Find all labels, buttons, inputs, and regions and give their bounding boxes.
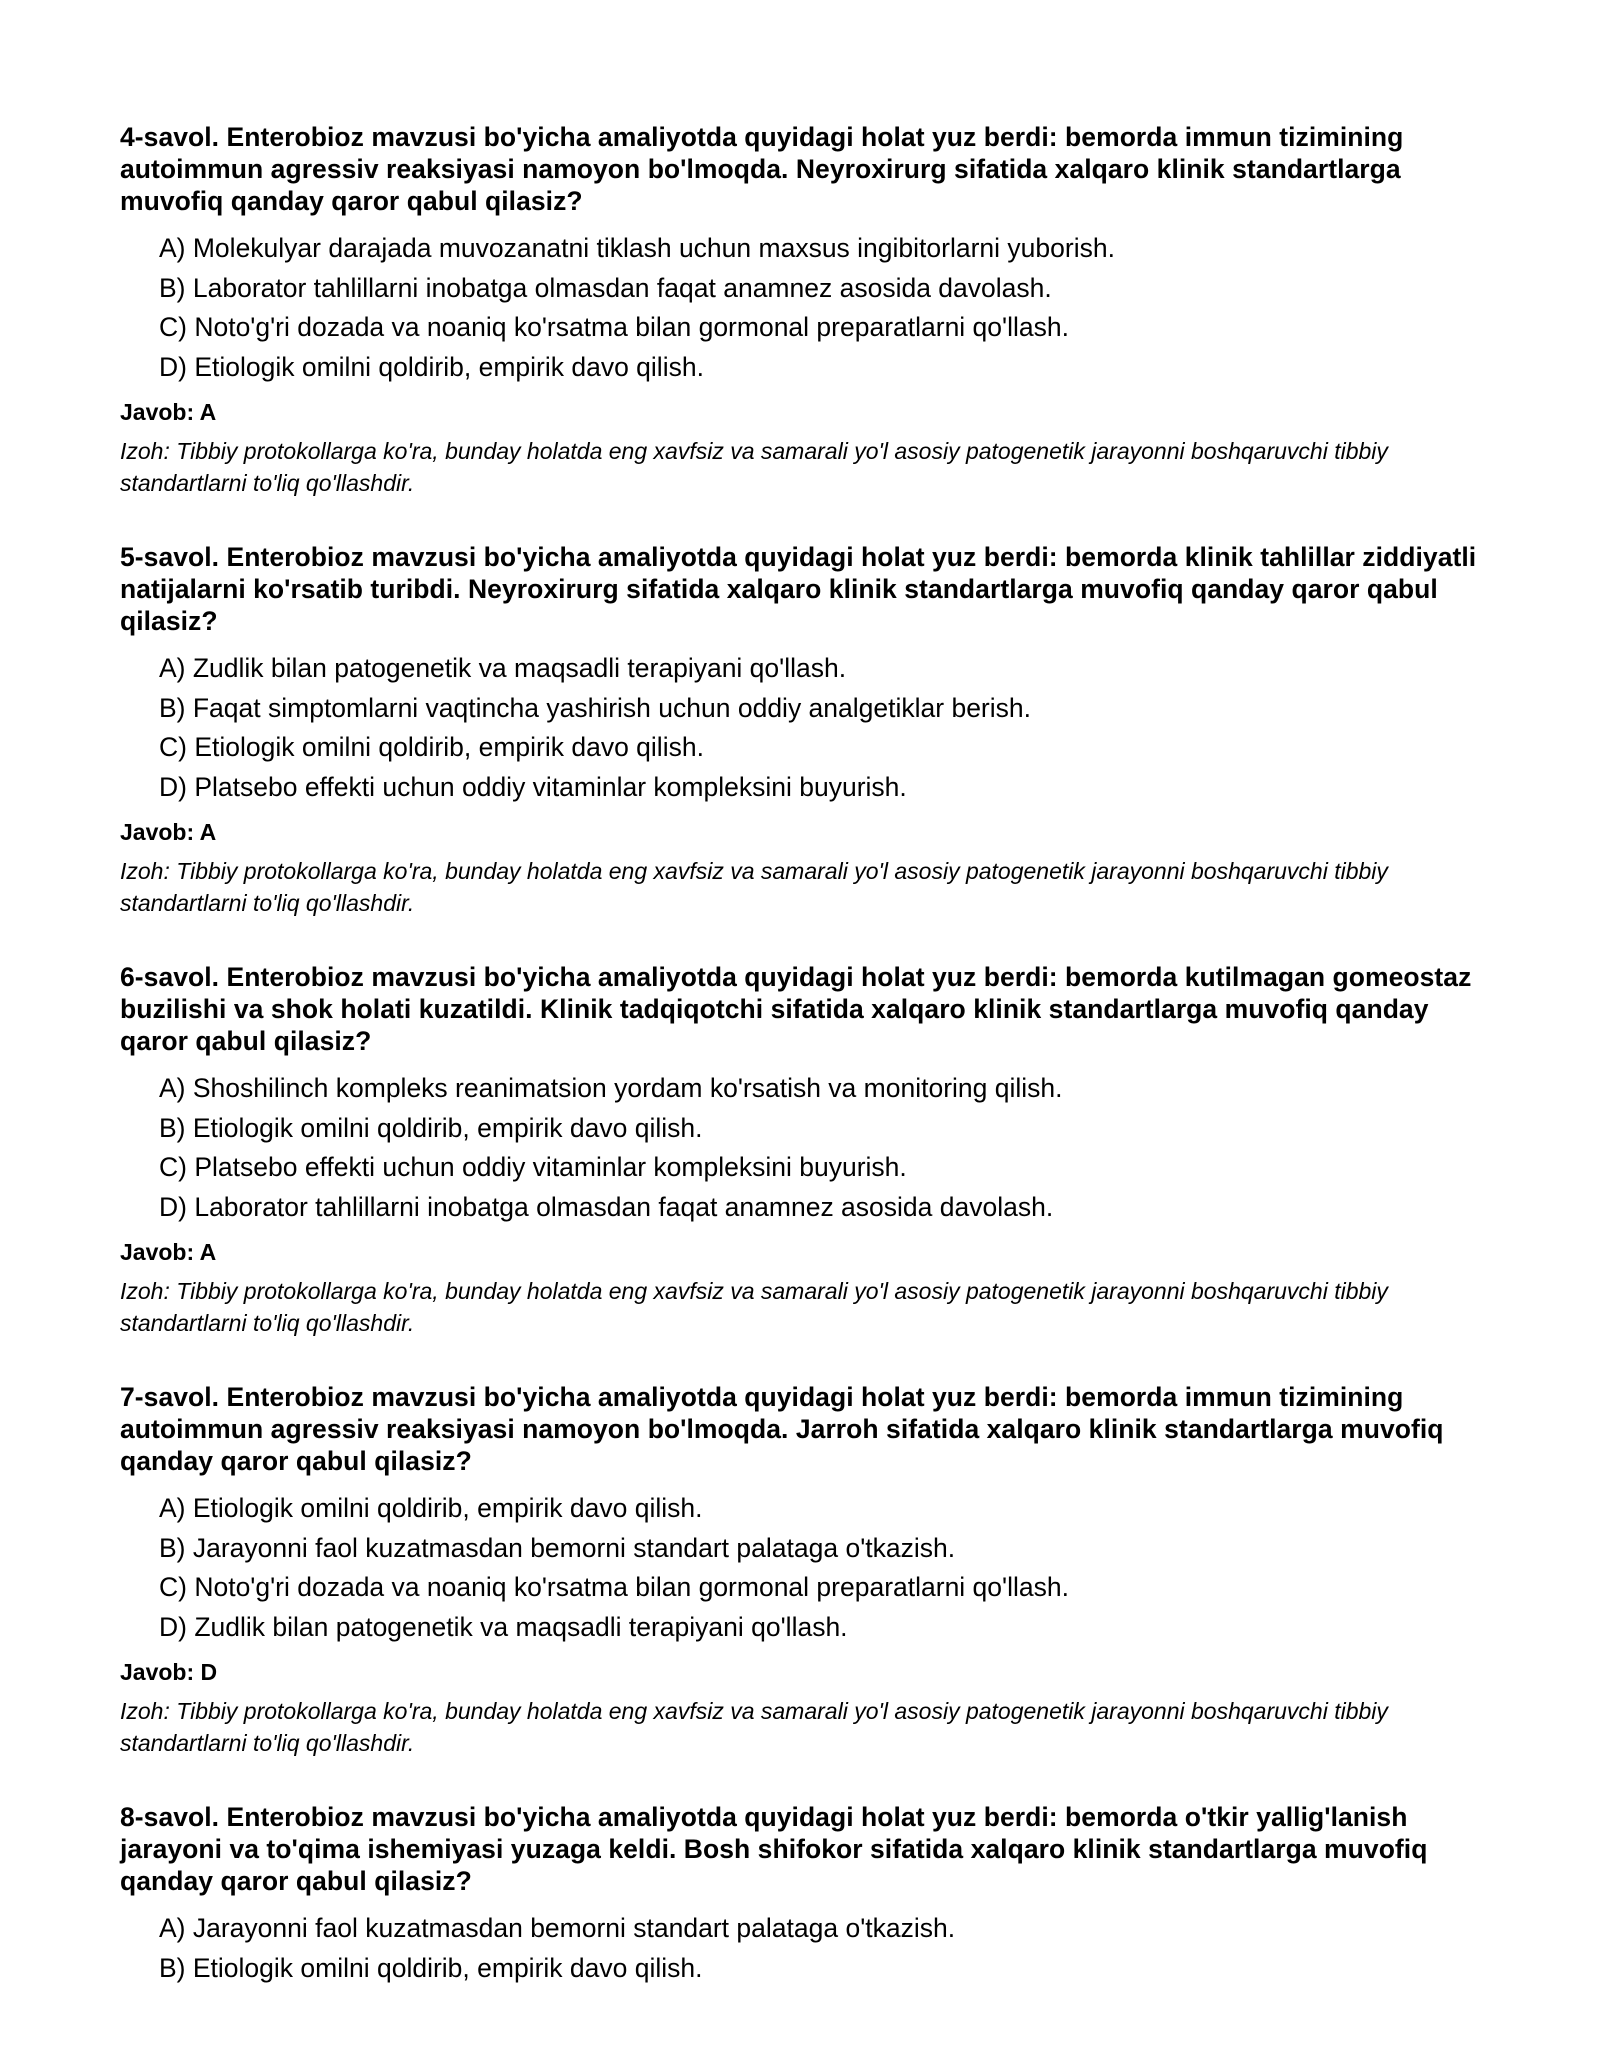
option-c: C) Etiologik omilni qoldirib, empirik davo qilish.	[159, 732, 704, 762]
question-block	[120, 1801, 1480, 1988]
option-d: D) Platsebo effekti uchun oddiy vitaminlar kompleksini buyurish.	[159, 771, 907, 802]
option-d: D) Etiologik omilni qoldirib, empirik davo qilish.	[159, 351, 704, 382]
question-block	[120, 1381, 1480, 1759]
option-d: D) Zudlik bilan patogenetik va maqsadli terapiyani qo'llash.	[159, 1611, 848, 1642]
explanation-note: Izoh: Tibbiy protokollarga ko'ra, bunday holatda eng xavfsiz va samarali yo'l asosiy patogenetik jarayonni boshqaruvchi tibbiy standartlarni to'liq qo'llashdir.	[120, 858, 1388, 916]
answer-label: Javob: A	[120, 819, 217, 845]
option-c: C) Noto'g'ri dozada va noaniq ko'rsatma bilan gormonal preparatlarni qo'llash.	[159, 1572, 1069, 1602]
option-list	[120, 649, 1480, 807]
question-title: 4-savol. Enterobioz mavzusi bo'yicha amaliyotda quyidagi holat yuz berdi: bemorda immun tizimining autoimmun agressiv reaksiyasi namoyon bo'lmoqda. Neyroxirurg sifatida xalqaro klinik standartlarga muvofiq qanday qaror qabul qilasiz?	[120, 122, 1404, 216]
question-block	[120, 961, 1480, 1339]
question-title: 6-savol. Enterobioz mavzusi bo'yicha amaliyotda quyidagi holat yuz berdi: bemorda kutilmagan gomeostaz buzilishi va shok holati kuzatildi. Klinik tadqiqotchi sifatida xalqaro klinik standartlarga muvofiq qanday qaror qabul qilasiz?	[120, 962, 1472, 1056]
answer-label: Javob: D	[120, 1659, 218, 1685]
option-b: B) Etiologik omilni qoldirib, empirik davo qilish.	[159, 1952, 703, 1983]
option-a: A) Zudlik bilan patogenetik va maqsadli terapiyani qo'llash.	[159, 653, 847, 683]
option-a: A) Etiologik omilni qoldirib, empirik davo qilish.	[159, 1493, 703, 1523]
question-block	[120, 121, 1480, 499]
option-list	[120, 1489, 1480, 1647]
option-d: D) Laborator tahlillarni inobatga olmasdan faqat anamnez asosida davolash.	[159, 1191, 1054, 1222]
option-c: C) Platsebo effekti uchun oddiy vitaminlar kompleksini buyurish.	[159, 1152, 907, 1182]
option-c: C) Noto'g'ri dozada va noaniq ko'rsatma bilan gormonal preparatlarni qo'llash.	[159, 312, 1069, 342]
option-b: B) Etiologik omilni qoldirib, empirik davo qilish.	[159, 1112, 703, 1143]
question-title: 8-savol. Enterobioz mavzusi bo'yicha amaliyotda quyidagi holat yuz berdi: bemorda o'tkir yallig'lanish jarayoni va to'qima ishemiyasi yuzaga keldi. Bosh shifokor sifatida xalqaro klinik standartlarga muvofiq qanday qaror qabul qilasiz?	[120, 1802, 1428, 1896]
option-b: B) Faqat simptomlarni vaqtincha yashirish uchun oddiy analgetiklar berish.	[159, 692, 1031, 723]
option-a: A) Jarayonni faol kuzatmasdan bemorni standart palataga o'tkazish.	[159, 1913, 956, 1943]
option-list	[120, 1909, 1480, 1988]
question-title: 5-savol. Enterobioz mavzusi bo'yicha amaliyotda quyidagi holat yuz berdi: bemorda klinik tahlillar ziddiyatli natijalarni ko'rsatib turibdi. Neyroxirurg sifatida xalqaro klinik standartlarga muvofiq qanday qaror qabul qilasiz?	[120, 542, 1477, 636]
question-block	[120, 541, 1480, 919]
question-title: 7-savol. Enterobioz mavzusi bo'yicha amaliyotda quyidagi holat yuz berdi: bemorda immun tizimining autoimmun agressiv reaksiyasi namoyon bo'lmoqda. Jarroh sifatida xalqaro klinik standartlarga muvofiq qanday qaror qabul qilasiz?	[120, 1382, 1444, 1476]
explanation-note: Izoh: Tibbiy protokollarga ko'ra, bunday holatda eng xavfsiz va samarali yo'l asosiy patogenetik jarayonni boshqaruvchi tibbiy standartlarni to'liq qo'llashdir.	[120, 438, 1388, 496]
answer-label: Javob: A	[120, 399, 217, 425]
explanation-note: Izoh: Tibbiy protokollarga ko'ra, bunday holatda eng xavfsiz va samarali yo'l asosiy patogenetik jarayonni boshqaruvchi tibbiy standartlarni to'liq qo'llashdir.	[120, 1698, 1388, 1756]
option-a: A) Molekulyar darajada muvozanatni tiklash uchun maxsus ingibitorlarni yuborish.	[159, 233, 1115, 263]
option-list	[120, 1069, 1480, 1227]
option-list	[120, 229, 1480, 387]
answer-label: Javob: A	[120, 1239, 217, 1265]
option-a: A) Shoshilinch kompleks reanimatsion yordam ko'rsatish va monitoring qilish.	[159, 1073, 1063, 1103]
option-b: B) Laborator tahlillarni inobatga olmasdan faqat anamnez asosida davolash.	[159, 272, 1052, 303]
option-b: B) Jarayonni faol kuzatmasdan bemorni standart palataga o'tkazish.	[159, 1532, 956, 1563]
explanation-note: Izoh: Tibbiy protokollarga ko'ra, bunday holatda eng xavfsiz va samarali yo'l asosiy patogenetik jarayonni boshqaruvchi tibbiy standartlarni to'liq qo'llashdir.	[120, 1278, 1388, 1336]
